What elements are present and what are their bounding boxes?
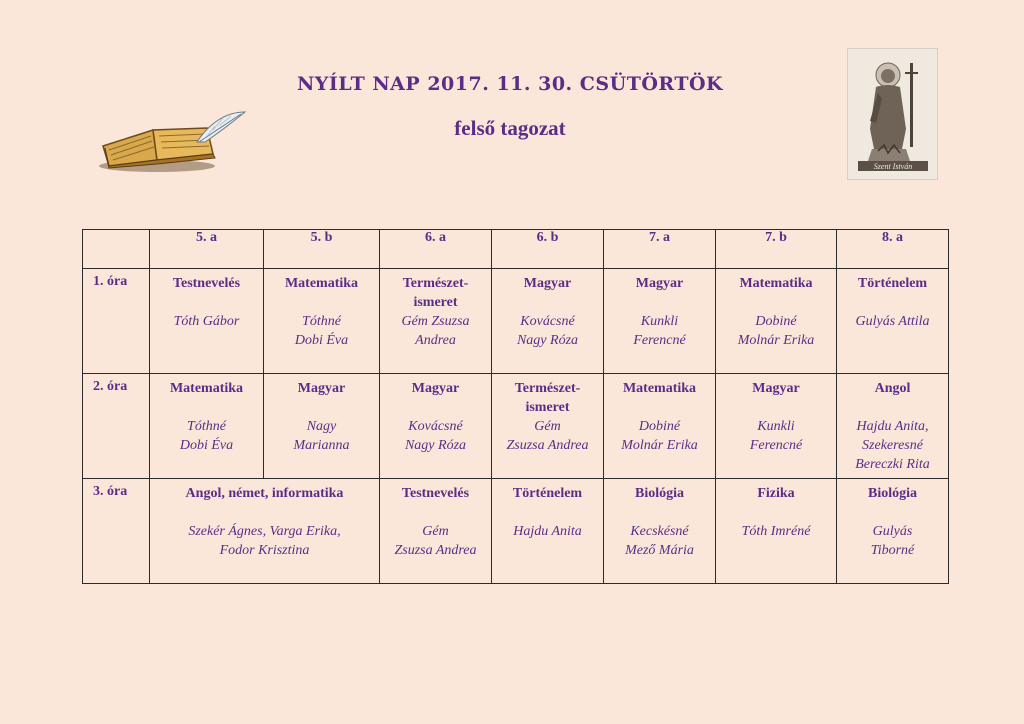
schedule-cell <box>492 374 604 479</box>
class-header: 8. a <box>837 230 949 269</box>
schedule-cell <box>264 269 380 374</box>
class-header: 7. a <box>604 230 716 269</box>
subject: Testnevelés <box>401 486 470 501</box>
subject: Matematika <box>169 381 244 396</box>
subject: Biológia <box>867 486 917 501</box>
saint-statue-picture <box>847 48 938 180</box>
table-row <box>83 269 949 374</box>
teacher: Tóthné Dobi Éva <box>179 419 234 453</box>
saint-caption: Szent István <box>873 162 913 171</box>
page-title: NYÍLT NAP 2017. 11. 30. CSÜTÖRTÖK <box>296 73 724 95</box>
teacher: Dobiné Molnár Erika <box>737 314 815 348</box>
teacher: Hajdu Anita <box>513 524 582 539</box>
teacher: Kovácsné Nagy Róza <box>404 419 467 453</box>
subject: Angol, német, informatika <box>185 486 344 501</box>
table-row <box>83 479 949 584</box>
schedule-cell <box>492 269 604 374</box>
schedule-cell <box>837 479 949 584</box>
lesson-label: 1. óra <box>83 269 150 374</box>
schedule-cell <box>264 374 380 479</box>
subject: Természet- ismeret <box>402 276 469 310</box>
subject: Matematika <box>622 381 697 396</box>
teacher: Kunkli Ferencné <box>749 419 803 453</box>
teacher: Szekér Ágnes, Varga Erika, Fodor Krisztina <box>188 524 341 558</box>
schedule-cell <box>150 479 380 584</box>
subject: Magyar <box>297 381 346 396</box>
schedule-cell <box>604 269 716 374</box>
teacher: Gulyás Tiborné <box>870 524 915 558</box>
schedule-cell <box>604 374 716 479</box>
schedule-cell <box>492 479 604 584</box>
teacher: Gulyás Attila <box>855 314 930 329</box>
class-header: 7. b <box>716 230 837 269</box>
schedule-cell <box>380 479 492 584</box>
subject: Fizika <box>757 486 795 501</box>
schedule-cell <box>716 479 837 584</box>
lesson-label: 3. óra <box>83 479 150 584</box>
table-row <box>83 374 949 479</box>
corner-cell <box>83 230 150 269</box>
subject: Természet- ismeret <box>514 381 581 415</box>
open-book-with-quill-icon <box>95 108 250 176</box>
teacher: Gém Zsuzsa Andrea <box>401 314 470 348</box>
teacher: Gém Zsuzsa Andrea <box>394 524 477 558</box>
teacher: Nagy Marianna <box>293 419 350 453</box>
schedule-cell <box>380 269 492 374</box>
subject: Testnevelés <box>172 276 241 291</box>
page-subtitle: felső tagozat <box>454 116 566 140</box>
class-header: 6. b <box>492 230 604 269</box>
teacher: Kunkli Ferencné <box>633 314 686 348</box>
schedule-cell <box>150 269 264 374</box>
teacher: Gém Zsuzsa Andrea <box>506 419 589 453</box>
lesson-label: 2. óra <box>83 374 150 479</box>
class-header: 5. b <box>264 230 380 269</box>
teacher: Kovácsné Nagy Róza <box>516 314 579 348</box>
schedule-cell <box>380 374 492 479</box>
teacher: Dobiné Molnár Erika <box>621 419 698 453</box>
subject: Történelem <box>857 276 928 291</box>
teacher: Tóth Gábor <box>173 314 240 329</box>
subject: Biológia <box>634 486 684 501</box>
schedule-cell <box>837 269 949 374</box>
schedule-cell <box>837 374 949 479</box>
teacher: Tóth Imréné <box>741 524 811 539</box>
schedule-cell <box>716 269 837 374</box>
class-header: 6. a <box>380 230 492 269</box>
teacher: Tóthné Dobi Éva <box>294 314 349 348</box>
teacher: Kecskésné Mező Mária <box>625 524 694 558</box>
class-header: 5. a <box>150 230 264 269</box>
teacher: Hajdu Anita, Szekeresné Bereczki Rita <box>855 419 930 472</box>
subject: Magyar <box>752 381 800 396</box>
subject: Történelem <box>512 486 583 501</box>
schedule-table <box>82 229 949 584</box>
schedule-cell <box>716 374 837 479</box>
subject: Matematika <box>284 276 359 291</box>
subject: Angol <box>874 381 911 396</box>
schedule-cell <box>150 374 264 479</box>
subject: Magyar <box>523 276 572 291</box>
subject: Magyar <box>635 276 684 291</box>
header-row <box>83 230 949 269</box>
subject: Magyar <box>411 381 460 396</box>
schedule-cell <box>604 479 716 584</box>
subject: Matematika <box>739 276 813 291</box>
